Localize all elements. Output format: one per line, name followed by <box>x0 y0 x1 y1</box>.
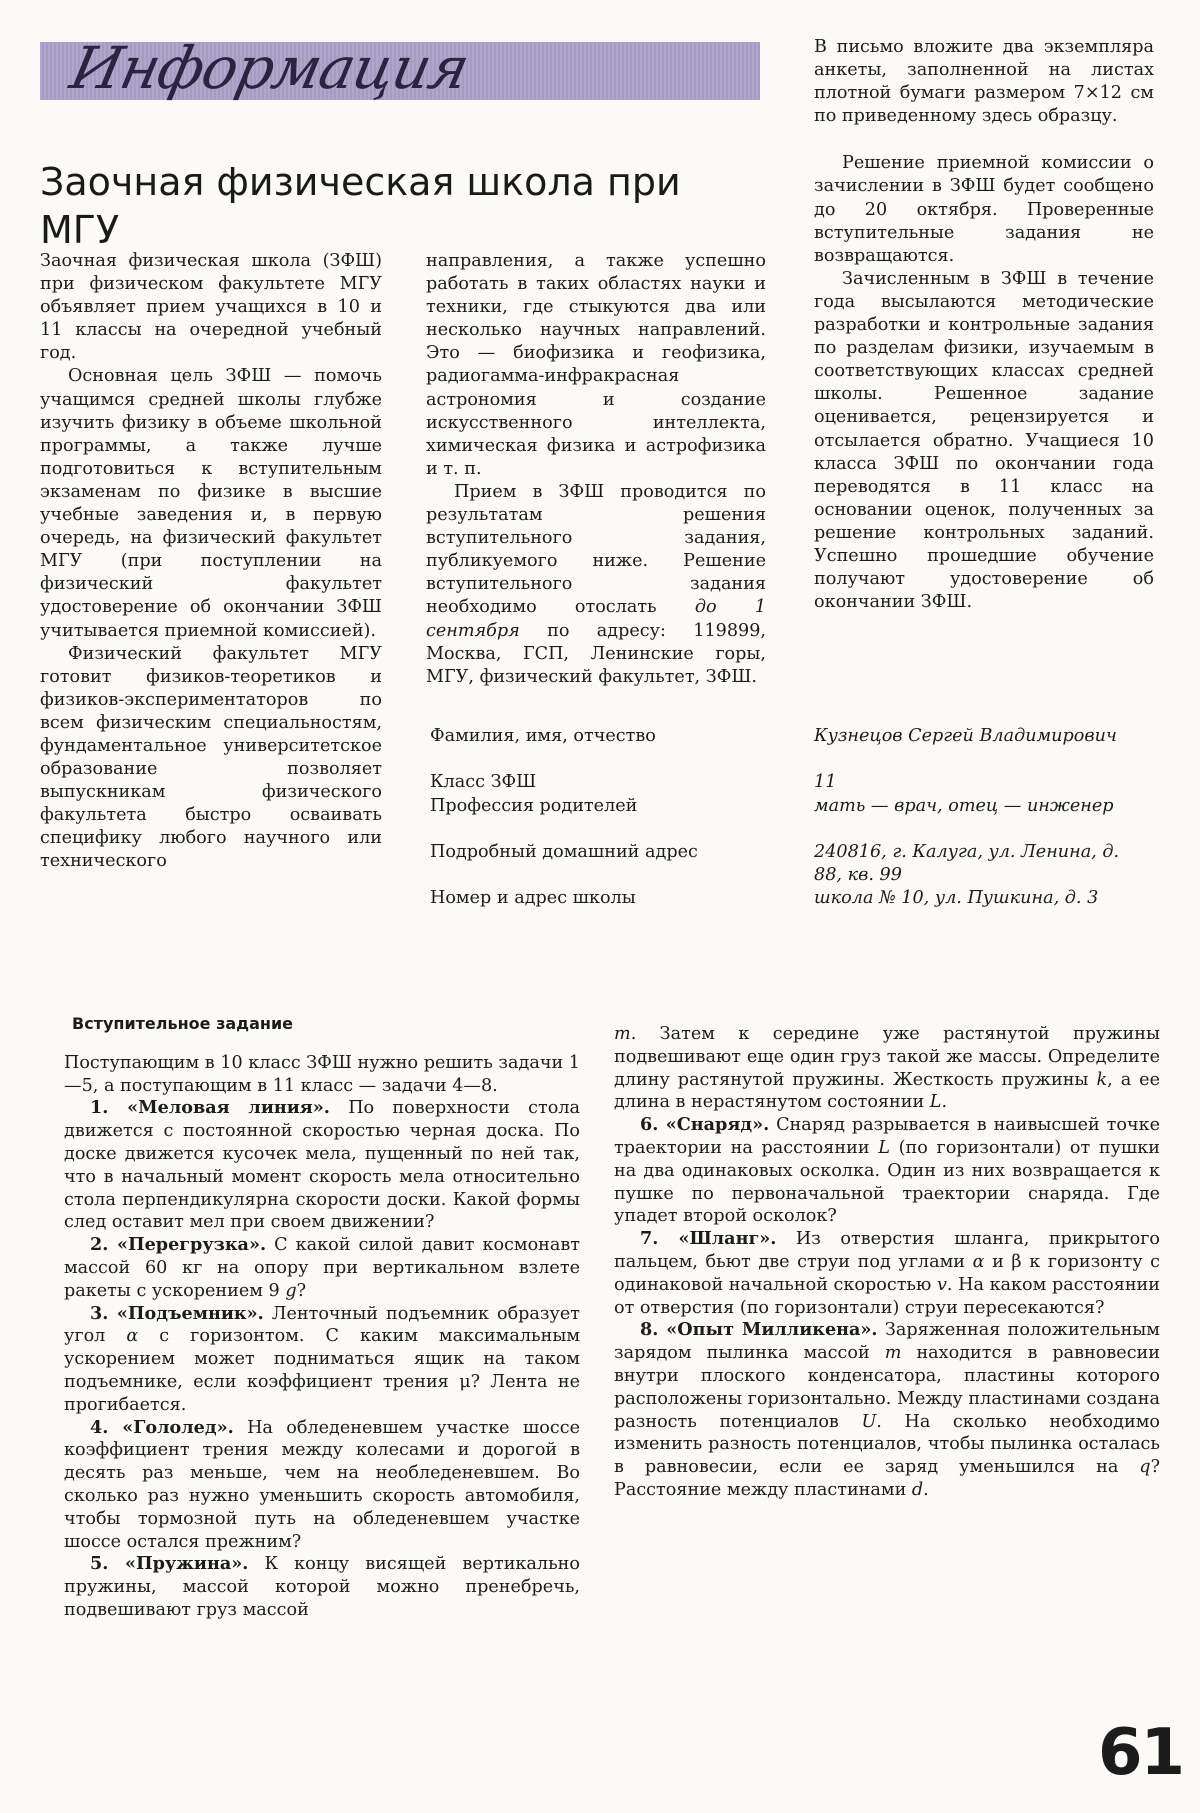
form-label: Фамилия, имя, отчество <box>430 726 656 746</box>
deadline: до 1 сентября <box>426 597 767 641</box>
form-row-fio <box>430 725 1152 771</box>
problem-5: 5. «Пружина». К концу висящей вертикально пружины, массой которой можно пренебречь, подвешивают груз массой <box>64 1553 580 1620</box>
problem-6: 6. «Снаряд». Снаряд разрывается в наивысшей точке траектории на расстоянии L (по горизонтали) от пушки на два одинаковых осколка. Один из них возвращается к пушке по первоначальной траектории снаряда. Где упадет второй осколок? <box>614 1114 1161 1227</box>
form-row-class <box>430 771 1152 795</box>
problem-2: 2. «Перегрузка». С какой силой давит космонавт массой 60 кг на опору при вертикальном взлете ракеты с ускорением 9 g? <box>64 1234 581 1301</box>
form-row-parents <box>430 795 1152 841</box>
problem-3: 3. «Подъемник». Ленточный подъемник образует угол α с горизонтом. С каким максимальным ускорением может подниматься ящик на таком подъемнике, если коэффициент трения μ? Лента не прогибается. <box>64 1302 581 1415</box>
problem-8: 8. «Опыт Милликена». Заряженная положительным зарядом пылинка массой m находится в равновесии внутри плоского конденсатора, пластины которого расположены горизонтально. Между пластинами создана разность потенциалов U. На сколько необходимо изменить разность потенциалов, чтобы пылинка осталась в равновесии, если ее заряд уменьшился на q? Расстояние между пластинами d. <box>614 1319 1161 1500</box>
form-value: школа № 10, ул. Пушкина, д. 3 <box>814 887 1099 908</box>
task-column-1 <box>64 1013 580 1622</box>
form-value: 240816, г. Калуга, ул. Ленина, д. 88, кв. 99 <box>814 841 1120 885</box>
form-value: Кузнецов Сергей Владимирович <box>814 726 1117 746</box>
article-title: Заочная физическая школа при МГУ <box>40 160 681 253</box>
column-3 <box>814 36 1154 614</box>
column-2 <box>426 250 766 689</box>
form-row-school <box>430 887 1152 933</box>
form-row-address <box>430 841 1152 887</box>
form-value: 11 <box>814 772 837 792</box>
paragraph-admission: Прием в ЗФШ проводится по результатам решения вступительного задания, публикуемого ниже. Решение вступительного задания необходимо отослать до 1 сентября по адресу: 119899, Москва, ГСП, Ленинские горы, МГУ, физический факультет, ЗФШ. <box>426 481 767 687</box>
form-label: Класс ЗФШ <box>430 772 537 792</box>
column-1 <box>40 250 382 874</box>
task-heading: Вступительное задание <box>72 1014 294 1033</box>
form-label: Номер и адрес школы <box>430 887 636 908</box>
paragraph-faculty: Физический факультет МГУ готовит физиков-теоретиков и физиков-экспериментаторов по всем физическим специальностям, фундаментальное университетское образование позволяет выпускникам физического факультета быстро осваивать специфику любого научного или технического <box>40 643 382 872</box>
form-value: мать — врач, отец — инженер <box>814 795 1114 816</box>
paragraph-directions: направления, а также успешно работать в таких областях науки и техники, где стыкуются два или несколько научных направлений. Это — биофизика и геофизика, радиогамма-инфракрасная астрономия и создание искусственного интеллекта, химическая физика и астрофизика и т. п. <box>426 251 766 479</box>
paragraph-intro: Заочная физическая школа (ЗФШ) при физическом факультете МГУ объявляет прием учащихся в 10 и 11 классы на очередной учебный год. <box>40 251 382 364</box>
paragraph-goal: Основная цель ЗФШ — помочь учащимся средней школы глубже изучить физику в объеме школьной программы, а также лучше подготовиться к вступительным экзаменам по физике в высшие учебные заведения и, в первую очередь, на физический факультет МГУ (при поступлении на физический факультет удостоверение об окончании ЗФШ учитывается приемной комиссией). <box>40 366 382 641</box>
page-number: 61 <box>1098 1716 1184 1790</box>
paragraph-enrolled: Зачисленным в ЗФШ в течение года высылаются методические разработки и контрольные задания по разделам физики, изучаемым в соответствующих классах средней школы. Решенное задание оценивается, рецензируется и отсылается обратно. Учащиеся 10 класса ЗФШ по окончании года переводятся в 11 класс на основании оценок, полученных за решение контрольных заданий. Успешно прошедшие обучение получают удостоверение об окончании ЗФШ. <box>814 268 1154 613</box>
problem-4: 4. «Гололед». На обледеневшем участке шоссе коэффициент трения между колесами и дорогой в десять раз меньше, чем на необледеневшем. Во сколько раз нужно уменьшить скорость автомобиля, чтобы тормозной путь на обледеневшем участке шоссе остался прежним? <box>64 1416 580 1552</box>
form-label: Профессия родителей <box>430 795 638 816</box>
section-banner <box>40 34 760 102</box>
task-column-2 <box>614 1023 1160 1502</box>
paragraph-decision: Решение приемной комиссии о зачислении в ЗФШ будет сообщено до 20 октября. Проверенные вступительные задания не возвращаются. <box>814 153 1154 266</box>
paragraph-enclose: В письмо вложите два экземпляра анкеты, заполненной на листах плотной бумаги размером 7×12 см по приведенному здесь образцу. <box>814 37 1154 127</box>
task-intro: Поступающим в 10 класс ЗФШ нужно решить задачи 1—5, а поступающим в 11 класс — задачи 4—8. <box>64 1052 580 1096</box>
problem-5-continued: m. Затем к середине уже растянутой пружины подвешивают еще один груз такой же массы. Определите длину растянутой пружины. Жесткость пружины k, а ее длина в нерастянутом состоянии L. <box>614 1024 1161 1113</box>
form-label: Подробный домашний адрес <box>430 841 698 862</box>
problem-7: 7. «Шланг». Из отверстия шланга, прикрытого пальцем, бьют две струи под углами α и β к горизонту с одинаковой начальной скоростью v. На каком расстоянии от отверстия (по горизонтали) струи пересекаются? <box>614 1228 1161 1318</box>
banner-heading: Информация <box>64 34 475 102</box>
sample-form <box>430 725 1152 933</box>
problem-1: 1. «Меловая линия». По поверхности стола движется с постоянной скоростью черная доска. По доске движется кусочек мела, пущенный по ней так, что в начальный момент скорость мела относительно стола перпендикулярна скорости доски. Какой формы след оставит мел при своем движении? <box>64 1097 580 1233</box>
